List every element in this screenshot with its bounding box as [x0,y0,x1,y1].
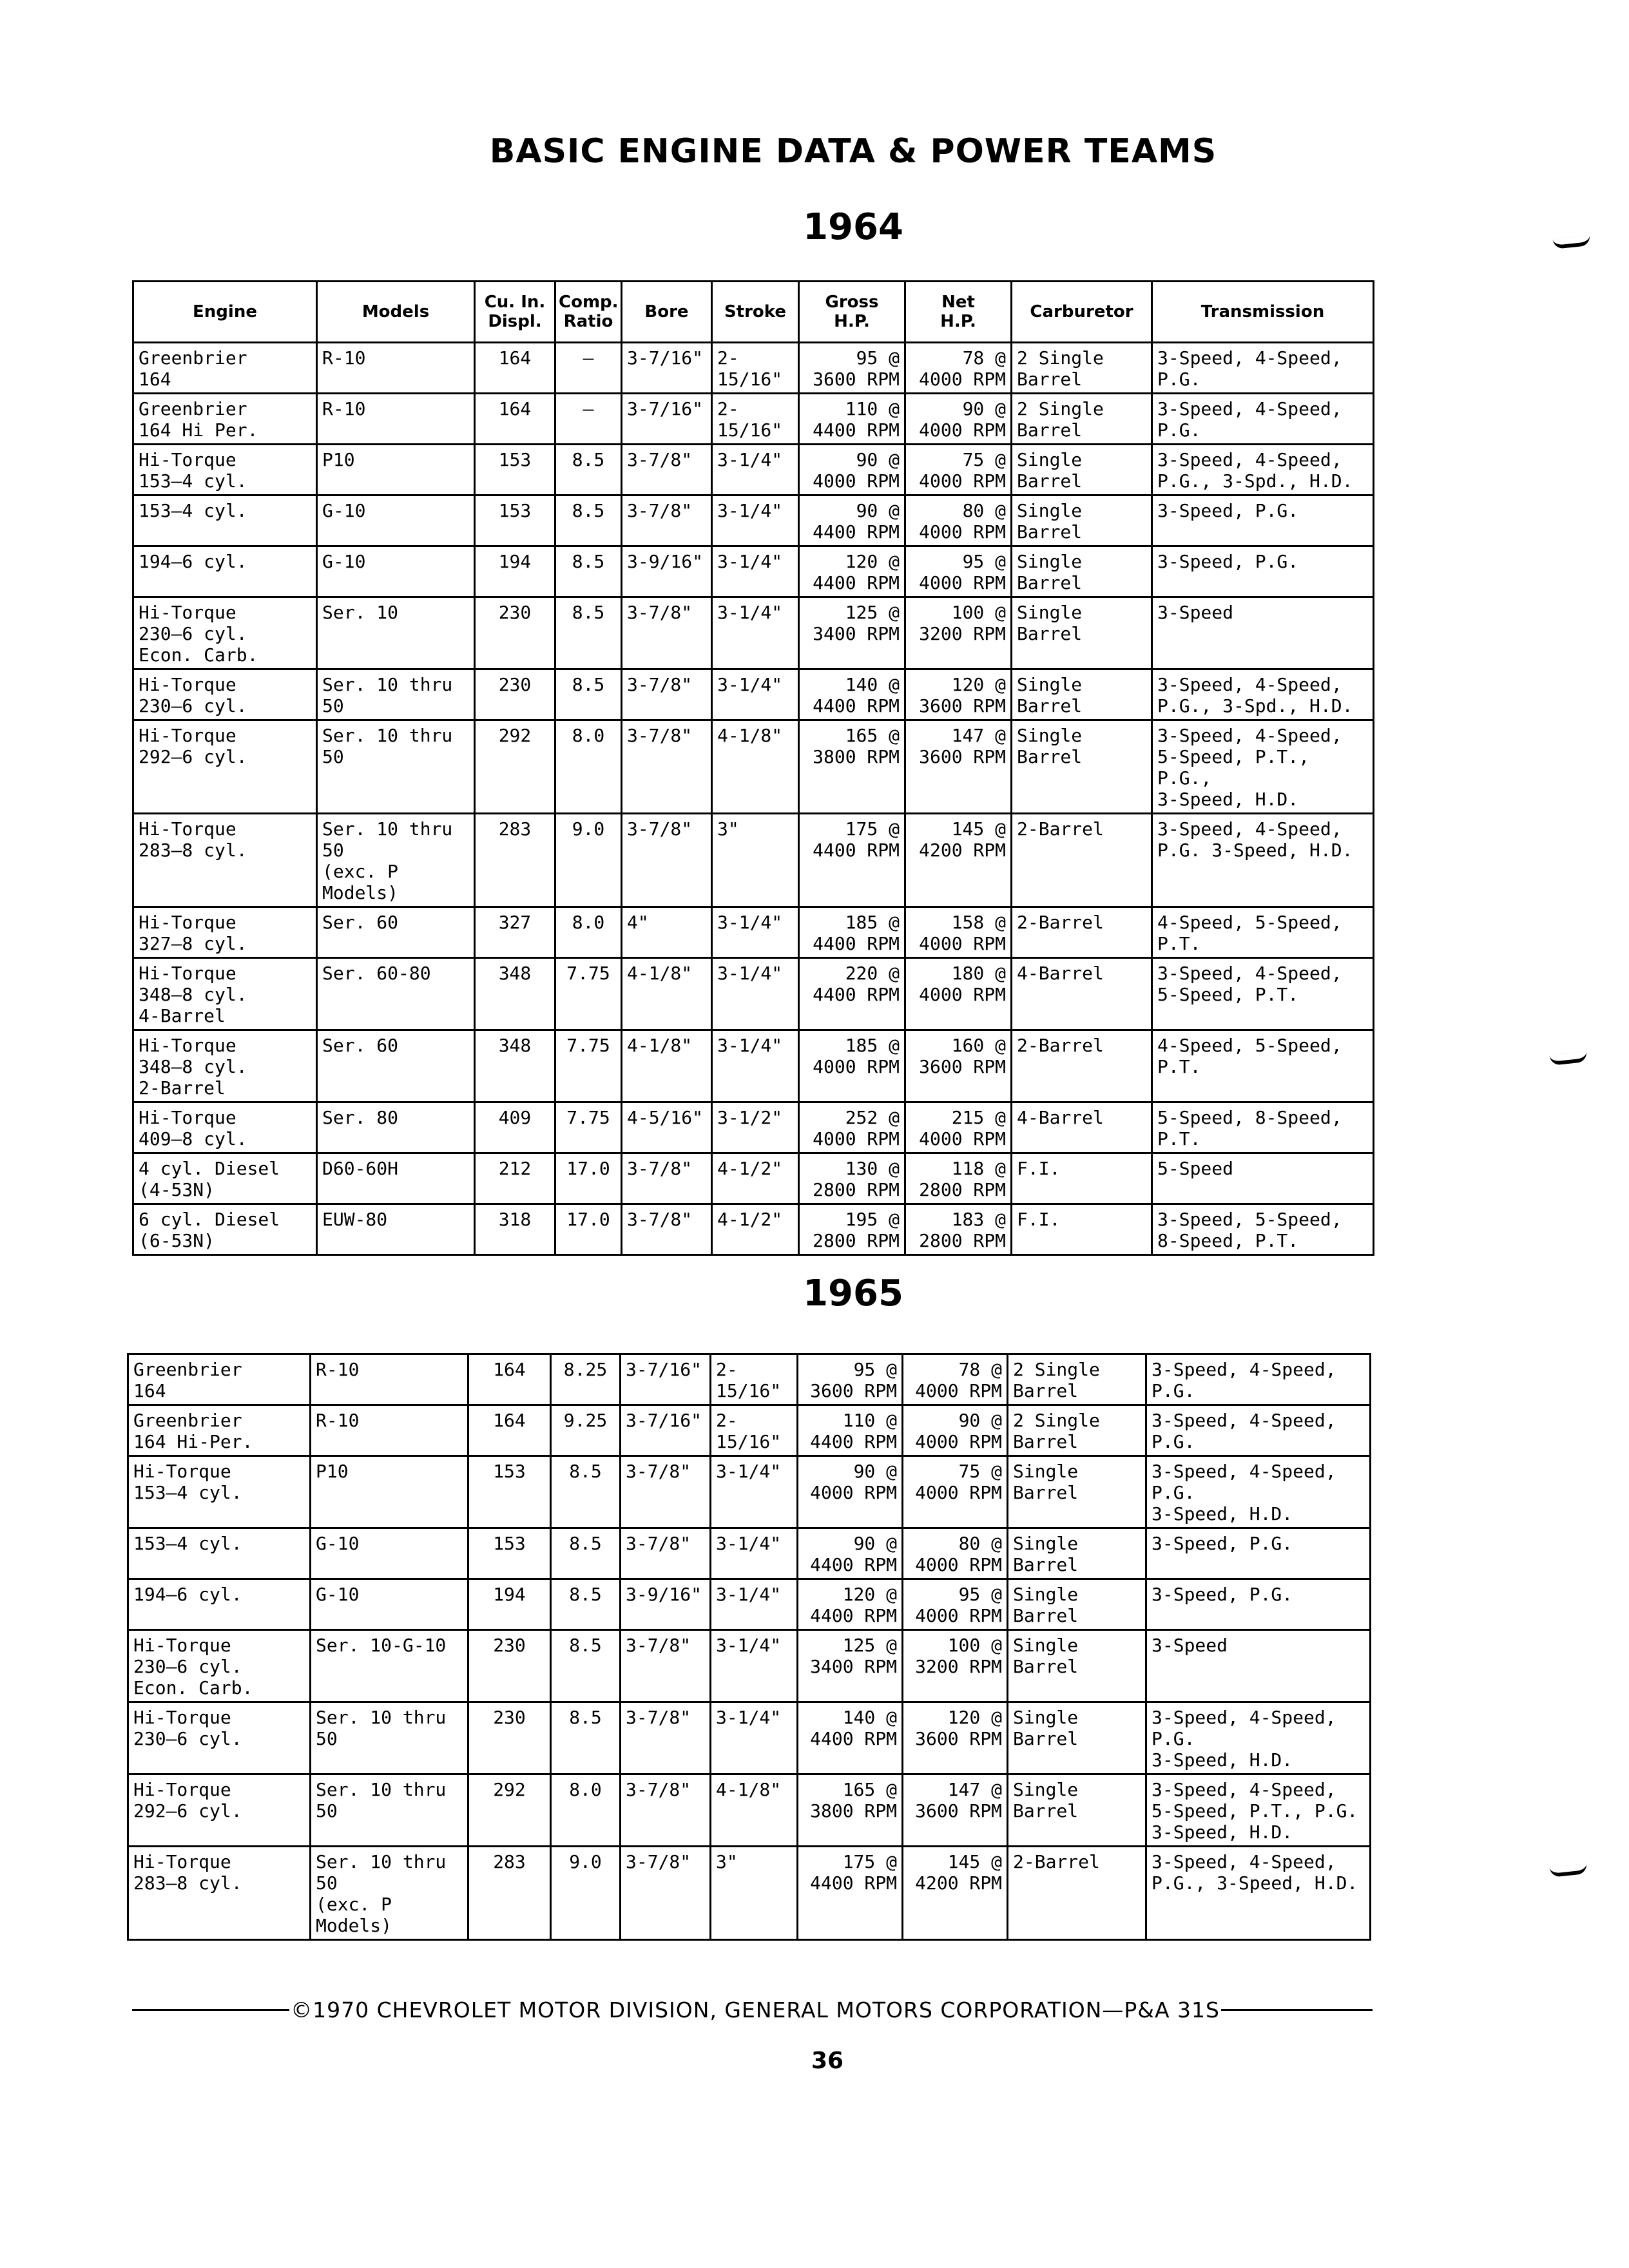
cell-stroke: 3-1/4" [711,1630,798,1702]
cell-bore: 3-7/16" [622,394,712,445]
cell-displ: 292 [468,1774,551,1847]
cell-bore: 4-1/8" [622,958,712,1030]
cell-engine: Hi-Torque 327–8 cyl. [133,907,317,958]
cell-carburetor: 2 Single Barrel [1008,1405,1146,1456]
cell-models: P10 [311,1456,468,1528]
table-row [128,1405,1371,1456]
cell-engine: Greenbrier 164 Hi-Per. [128,1405,311,1456]
cell-net-hp: 120 @ 3600 RPM [903,1702,1008,1774]
cell-stroke: 3-1/4" [711,1702,798,1774]
cell-bore: 3-7/8" [622,814,712,907]
cell-displ: 153 [475,445,555,495]
header-carburetor: Carburetor [1012,282,1152,343]
cell-gross-hp: 165 @ 3800 RPM [799,720,905,814]
cell-transmission: 3-Speed, 4-Speed, 5-Speed, P.T., P.G., 3-Speed, H.D. [1152,720,1374,814]
cell-carburetor: Single Barrel [1008,1528,1146,1579]
cell-net-hp: 95 @ 4000 RPM [905,546,1012,597]
cell-transmission: 3-Speed, 4-Speed, P.G. 3-Speed, H.D. [1152,814,1374,907]
cell-gross-hp: 90 @ 4000 RPM [798,1456,903,1528]
cell-stroke: 4-1/2" [712,1153,799,1204]
cell-models: Ser. 10 thru 50 [317,720,475,814]
cell-carburetor: 2-Barrel [1008,1847,1146,1940]
cell-stroke: 3-1/4" [712,597,799,669]
cell-engine: Hi-Torque 348–8 cyl. 2-Barrel [133,1030,317,1102]
cell-carburetor: Single Barrel [1012,495,1152,546]
cell-comp-ratio: 8.0 [555,720,622,814]
cell-comp-ratio: 8.5 [551,1528,621,1579]
cell-transmission: 3-Speed, 4-Speed, P.G. [1152,394,1374,445]
cell-transmission: 3-Speed, 4-Speed, P.G. 3-Speed, H.D. [1146,1456,1371,1528]
cell-comp-ratio: 17.0 [555,1204,622,1255]
cell-gross-hp: 90 @ 4400 RPM [798,1528,903,1579]
cell-carburetor: Single Barrel [1008,1630,1146,1702]
cell-models: G-10 [311,1528,468,1579]
cell-models: R-10 [317,343,475,394]
cell-models: Ser. 10 thru 50 (exc. P Models) [317,814,475,907]
cell-stroke: 3" [712,814,799,907]
cell-bore: 3-9/16" [621,1579,711,1630]
cell-bore: 3-7/8" [622,720,712,814]
table-row [133,814,1374,907]
cell-displ: 348 [475,958,555,1030]
cell-stroke: 2-15/16" [711,1354,798,1405]
cell-displ: 230 [468,1702,551,1774]
cell-displ: 283 [468,1847,551,1940]
engine-table-1965 [127,1353,1371,1941]
cell-gross-hp: 140 @ 4400 RPM [798,1702,903,1774]
cell-transmission: 3-Speed, P.G. [1146,1528,1371,1579]
cell-displ: 327 [475,907,555,958]
cell-gross-hp: 175 @ 4400 RPM [799,814,905,907]
cell-transmission: 3-Speed, 4-Speed, P.G. [1146,1405,1371,1456]
cell-comp-ratio: 8.5 [551,1579,621,1630]
cell-engine: 4 cyl. Diesel (4-53N) [133,1153,317,1204]
cell-displ: 409 [475,1102,555,1153]
cell-bore: 3-7/8" [621,1630,711,1702]
cell-models: G-10 [311,1579,468,1630]
cell-net-hp: 180 @ 4000 RPM [905,958,1012,1030]
cell-net-hp: 75 @ 4000 RPM [903,1456,1008,1528]
cell-gross-hp: 120 @ 4400 RPM [798,1579,903,1630]
cell-engine: Hi-Torque 348–8 cyl. 4-Barrel [133,958,317,1030]
cell-carburetor: 2 Single Barrel [1012,343,1152,394]
cell-net-hp: 147 @ 3600 RPM [903,1774,1008,1847]
cell-gross-hp: 110 @ 4400 RPM [798,1405,903,1456]
cell-carburetor: 4-Barrel [1012,958,1152,1030]
cell-gross-hp: 185 @ 4000 RPM [799,1030,905,1102]
table-row [128,1579,1371,1630]
margin-punch-mark-middle [1549,1052,1587,1066]
table-row [128,1528,1371,1579]
cell-engine: Greenbrier 164 [128,1354,311,1405]
table-row [133,343,1374,394]
cell-transmission: 3-Speed, P.G. [1146,1579,1371,1630]
cell-bore: 3-7/8" [621,1528,711,1579]
cell-models: R-10 [317,394,475,445]
cell-transmission: 4-Speed, 5-Speed, P.T. [1152,1030,1374,1102]
footer-rule-left [132,2009,289,2011]
cell-engine: Hi-Torque 230–6 cyl. Econ. Carb. [133,597,317,669]
cell-net-hp: 145 @ 4200 RPM [903,1847,1008,1940]
cell-transmission: 3-Speed [1152,597,1374,669]
cell-bore: 3-7/8" [621,1702,711,1774]
cell-engine: Hi-Torque 230–6 cyl. [133,669,317,720]
cell-gross-hp: 125 @ 3400 RPM [799,597,905,669]
table-row [133,1102,1374,1153]
cell-stroke: 3" [711,1847,798,1940]
cell-net-hp: 100 @ 3200 RPM [905,597,1012,669]
cell-stroke: 2-15/16" [712,343,799,394]
cell-engine: Hi-Torque 409–8 cyl. [133,1102,317,1153]
cell-bore: 4" [622,907,712,958]
cell-bore: 3-7/8" [621,1774,711,1847]
cell-transmission: 3-Speed, 4-Speed, P.G. [1152,343,1374,394]
cell-comp-ratio: 9.0 [551,1847,621,1940]
cell-comp-ratio: — [555,343,622,394]
cell-net-hp: 183 @ 2800 RPM [905,1204,1012,1255]
table-header-row [133,282,1374,343]
cell-bore: 3-7/8" [622,445,712,495]
cell-bore: 3-7/8" [622,669,712,720]
cell-carburetor: 2 Single Barrel [1008,1354,1146,1405]
cell-gross-hp: 130 @ 2800 RPM [799,1153,905,1204]
cell-gross-hp: 140 @ 4400 RPM [799,669,905,720]
header-transmission: Transmission [1152,282,1374,343]
cell-models: Ser. 10 thru 50 [311,1774,468,1847]
cell-carburetor: 2-Barrel [1012,814,1152,907]
cell-stroke: 3-1/4" [712,495,799,546]
cell-bore: 3-7/8" [622,597,712,669]
year-heading-1964: 1964 [803,206,903,248]
footer [132,1997,1373,2023]
cell-models: Ser. 60-80 [317,958,475,1030]
cell-engine: 153–4 cyl. [128,1528,311,1579]
cell-bore: 3-7/8" [621,1456,711,1528]
cell-gross-hp: 95 @ 3600 RPM [799,343,905,394]
cell-net-hp: 145 @ 4200 RPM [905,814,1012,907]
margin-punch-mark-bottom [1549,1863,1587,1878]
table-row [133,720,1374,814]
cell-carburetor: Single Barrel [1012,669,1152,720]
cell-gross-hp: 120 @ 4400 RPM [799,546,905,597]
table-body-1964 [133,343,1374,1255]
cell-net-hp: 80 @ 4000 RPM [903,1528,1008,1579]
cell-carburetor: 4-Barrel [1012,1102,1152,1153]
cell-carburetor: Single Barrel [1008,1456,1146,1528]
cell-carburetor: Single Barrel [1012,445,1152,495]
cell-transmission: 3-Speed, 4-Speed, P.G., 3-Spd., H.D. [1152,669,1374,720]
table-row [133,546,1374,597]
header-net-hp: Net H.P. [905,282,1012,343]
cell-net-hp: 78 @ 4000 RPM [903,1354,1008,1405]
cell-comp-ratio: 7.75 [555,1102,622,1153]
cell-gross-hp: 90 @ 4400 RPM [799,495,905,546]
cell-transmission: 3-Speed, 4-Speed, 5-Speed, P.T. [1152,958,1374,1030]
cell-engine: Hi-Torque 230–6 cyl. Econ. Carb. [128,1630,311,1702]
header-engine: Engine [133,282,317,343]
cell-stroke: 3-1/2" [712,1102,799,1153]
cell-stroke: 3-1/4" [711,1456,798,1528]
table-row [133,669,1374,720]
cell-displ: 318 [475,1204,555,1255]
cell-stroke: 2-15/16" [711,1405,798,1456]
cell-bore: 3-9/16" [622,546,712,597]
cell-net-hp: 215 @ 4000 RPM [905,1102,1012,1153]
cell-engine: Hi-Torque 283–8 cyl. [133,814,317,907]
cell-comp-ratio: 8.5 [551,1702,621,1774]
engine-table-1964 [132,280,1374,1256]
cell-gross-hp: 90 @ 4000 RPM [799,445,905,495]
cell-gross-hp: 185 @ 4400 RPM [799,907,905,958]
cell-transmission: 5-Speed [1152,1153,1374,1204]
cell-transmission: 3-Speed, P.G. [1152,495,1374,546]
cell-bore: 3-7/8" [622,1153,712,1204]
cell-bore: 3-7/8" [621,1847,711,1940]
footer-rule-right [1221,2009,1373,2011]
page-title: BASIC ENGINE DATA & POWER TEAMS [489,132,1217,171]
cell-comp-ratio: 8.5 [555,495,622,546]
cell-bore: 3-7/16" [622,343,712,394]
cell-comp-ratio: 7.75 [555,1030,622,1102]
table-row [128,1456,1371,1528]
cell-comp-ratio: 17.0 [555,1153,622,1204]
cell-displ: 194 [475,546,555,597]
cell-bore: 3-7/8" [622,495,712,546]
cell-net-hp: 118 @ 2800 RPM [905,1153,1012,1204]
header-gross-hp: Gross H.P. [799,282,905,343]
cell-models: D60-60H [317,1153,475,1204]
table-body-1965 [128,1354,1371,1940]
cell-carburetor: 2-Barrel [1012,907,1152,958]
cell-displ: 212 [475,1153,555,1204]
cell-net-hp: 90 @ 4000 RPM [905,394,1012,445]
cell-displ: 292 [475,720,555,814]
cell-models: Ser. 10 [317,597,475,669]
cell-engine: Greenbrier 164 [133,343,317,394]
cell-comp-ratio: — [555,394,622,445]
table-row [133,495,1374,546]
cell-stroke: 3-1/4" [712,907,799,958]
cell-models: Ser. 10 thru 50 (exc. P Models) [311,1847,468,1940]
table-row [128,1774,1371,1847]
cell-net-hp: 80 @ 4000 RPM [905,495,1012,546]
cell-transmission: 3-Speed, P.G. [1152,546,1374,597]
table-row [133,907,1374,958]
cell-transmission: 3-Speed, 4-Speed, 5-Speed, P.T., P.G. 3-Speed, H.D. [1146,1774,1371,1847]
table-row [128,1847,1371,1940]
cell-comp-ratio: 8.5 [555,445,622,495]
cell-models: R-10 [311,1354,468,1405]
table-row [133,1030,1374,1102]
cell-models: Ser. 10 thru 50 [311,1702,468,1774]
cell-stroke: 2-15/16" [712,394,799,445]
cell-stroke: 3-1/4" [712,445,799,495]
cell-net-hp: 100 @ 3200 RPM [903,1630,1008,1702]
cell-models: Ser. 60 [317,907,475,958]
cell-comp-ratio: 8.25 [551,1354,621,1405]
table-row [128,1702,1371,1774]
cell-stroke: 3-1/4" [711,1528,798,1579]
cell-net-hp: 158 @ 4000 RPM [905,907,1012,958]
cell-engine: 6 cyl. Diesel (6-53N) [133,1204,317,1255]
table-row [128,1354,1371,1405]
cell-engine: Hi-Torque 292–6 cyl. [128,1774,311,1847]
header-bore: Bore [622,282,712,343]
cell-net-hp: 120 @ 3600 RPM [905,669,1012,720]
cell-engine: 153–4 cyl. [133,495,317,546]
cell-net-hp: 160 @ 3600 RPM [905,1030,1012,1102]
cell-displ: 348 [475,1030,555,1102]
cell-displ: 164 [475,343,555,394]
cell-stroke: 3-1/4" [712,546,799,597]
table-row [133,958,1374,1030]
cell-net-hp: 95 @ 4000 RPM [903,1579,1008,1630]
cell-stroke: 3-1/4" [711,1579,798,1630]
cell-bore: 4-1/8" [622,1030,712,1102]
page-number: 36 [811,2048,844,2074]
cell-comp-ratio: 7.75 [555,958,622,1030]
cell-carburetor: Single Barrel [1008,1702,1146,1774]
table-row [128,1630,1371,1702]
cell-stroke: 4-1/2" [712,1204,799,1255]
header-models: Models [317,282,475,343]
cell-comp-ratio: 8.5 [551,1456,621,1528]
year-heading-1965: 1965 [803,1273,903,1314]
cell-engine: 194–6 cyl. [128,1579,311,1630]
cell-displ: 153 [468,1528,551,1579]
cell-carburetor: Single Barrel [1012,597,1152,669]
cell-displ: 164 [468,1405,551,1456]
cell-net-hp: 75 @ 4000 RPM [905,445,1012,495]
cell-bore: 3-7/16" [621,1405,711,1456]
cell-carburetor: 2 Single Barrel [1012,394,1152,445]
cell-stroke: 3-1/4" [712,669,799,720]
cell-engine: 194–6 cyl. [133,546,317,597]
cell-comp-ratio: 8.0 [555,907,622,958]
cell-models: Ser. 10 thru 50 [317,669,475,720]
table-row [133,1153,1374,1204]
cell-transmission: 4-Speed, 5-Speed, P.T. [1152,907,1374,958]
cell-gross-hp: 175 @ 4400 RPM [798,1847,903,1940]
cell-displ: 164 [468,1354,551,1405]
cell-transmission: 3-Speed, 4-Speed, P.G., 3-Spd., H.D. [1152,445,1374,495]
header-stroke: Stroke [712,282,799,343]
table-row [133,394,1374,445]
cell-gross-hp: 110 @ 4400 RPM [799,394,905,445]
cell-gross-hp: 125 @ 3400 RPM [798,1630,903,1702]
cell-comp-ratio: 9.0 [555,814,622,907]
cell-gross-hp: 220 @ 4400 RPM [799,958,905,1030]
cell-displ: 230 [468,1630,551,1702]
header-displ: Cu. In. Displ. [475,282,555,343]
cell-transmission: 3-Speed, 4-Speed, P.G. 3-Speed, H.D. [1146,1702,1371,1774]
cell-transmission: 3-Speed, 5-Speed, 8-Speed, P.T. [1152,1204,1374,1255]
cell-carburetor: Single Barrel [1008,1579,1146,1630]
cell-displ: 230 [475,669,555,720]
cell-carburetor: 2-Barrel [1012,1030,1152,1102]
cell-carburetor: F.I. [1012,1204,1152,1255]
cell-carburetor: Single Barrel [1012,720,1152,814]
cell-engine: Hi-Torque 283–8 cyl. [128,1847,311,1940]
cell-stroke: 3-1/4" [712,1030,799,1102]
header-comp-ratio: Comp. Ratio [555,282,622,343]
cell-gross-hp: 195 @ 2800 RPM [799,1204,905,1255]
cell-net-hp: 90 @ 4000 RPM [903,1405,1008,1456]
cell-comp-ratio: 8.0 [551,1774,621,1847]
cell-models: Ser. 60 [317,1030,475,1102]
cell-net-hp: 78 @ 4000 RPM [905,343,1012,394]
cell-transmission: 3-Speed, 4-Speed, P.G., 3-Speed, H.D. [1146,1847,1371,1940]
cell-transmission: 3-Speed [1146,1630,1371,1702]
cell-models: G-10 [317,495,475,546]
cell-displ: 194 [468,1579,551,1630]
cell-models: EUW-80 [317,1204,475,1255]
cell-comp-ratio: 8.5 [555,669,622,720]
cell-engine: Greenbrier 164 Hi Per. [133,394,317,445]
cell-transmission: 5-Speed, 8-Speed, P.T. [1152,1102,1374,1153]
cell-displ: 153 [475,495,555,546]
table-row [133,1204,1374,1255]
cell-bore: 3-7/16" [621,1354,711,1405]
cell-comp-ratio: 8.5 [551,1630,621,1702]
cell-models: R-10 [311,1405,468,1456]
cell-stroke: 4-1/8" [711,1774,798,1847]
cell-stroke: 3-1/4" [712,958,799,1030]
cell-engine: Hi-Torque 230–6 cyl. [128,1702,311,1774]
table-row [133,445,1374,495]
cell-models: Ser. 80 [317,1102,475,1153]
cell-carburetor: Single Barrel [1008,1774,1146,1847]
cell-stroke: 4-1/8" [712,720,799,814]
table-row [133,597,1374,669]
cell-comp-ratio: 8.5 [555,597,622,669]
cell-carburetor: Single Barrel [1012,546,1152,597]
cell-models: P10 [317,445,475,495]
cell-displ: 230 [475,597,555,669]
cell-engine: Hi-Torque 153–4 cyl. [128,1456,311,1528]
cell-gross-hp: 165 @ 3800 RPM [798,1774,903,1847]
cell-gross-hp: 252 @ 4000 RPM [799,1102,905,1153]
cell-displ: 283 [475,814,555,907]
cell-gross-hp: 95 @ 3600 RPM [798,1354,903,1405]
cell-transmission: 3-Speed, 4-Speed, P.G. [1146,1354,1371,1405]
cell-displ: 153 [468,1456,551,1528]
cell-models: Ser. 10-G-10 [311,1630,468,1702]
cell-comp-ratio: 8.5 [555,546,622,597]
cell-displ: 164 [475,394,555,445]
cell-bore: 3-7/8" [622,1204,712,1255]
cell-models: G-10 [317,546,475,597]
cell-net-hp: 147 @ 3600 RPM [905,720,1012,814]
cell-engine: Hi-Torque 292–6 cyl. [133,720,317,814]
cell-engine: Hi-Torque 153–4 cyl. [133,445,317,495]
footer-copyright: ©1970 CHEVROLET MOTOR DIVISION, GENERAL MOTORS CORPORATION—P&A 31S [291,1997,1220,2023]
cell-carburetor: F.I. [1012,1153,1152,1204]
cell-comp-ratio: 9.25 [551,1405,621,1456]
cell-bore: 4-5/16" [622,1102,712,1153]
